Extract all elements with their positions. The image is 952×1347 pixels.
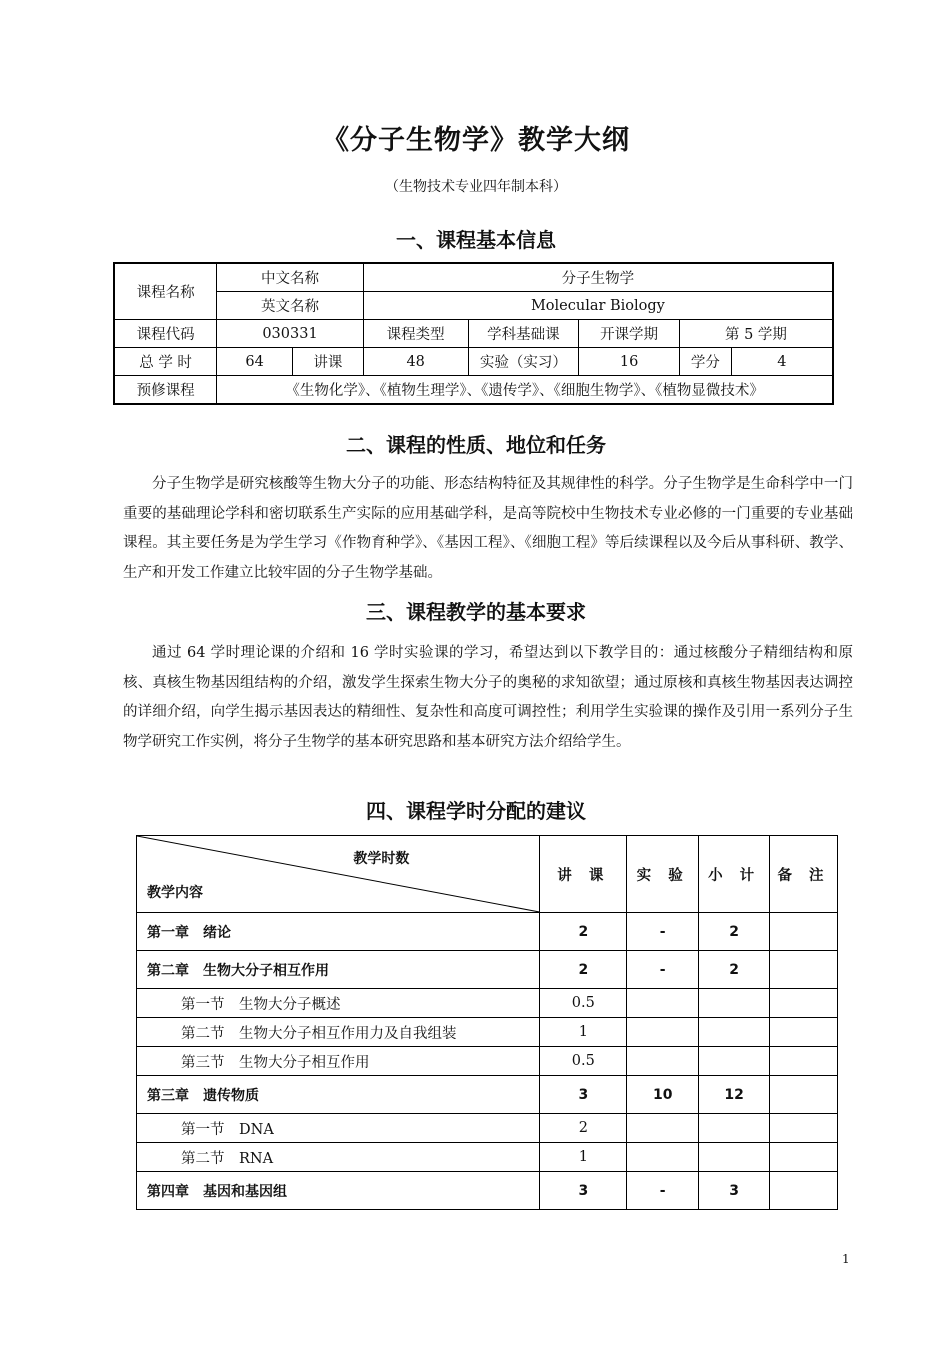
cn-name-value: 分子生物学 (363, 263, 833, 292)
row-subtotal (699, 1143, 770, 1172)
row-label: 第三节 生物大分子相互作用 (137, 1047, 540, 1076)
row-lecture: 0.5 (540, 1047, 627, 1076)
row-note (770, 913, 838, 951)
table-row (137, 913, 838, 951)
total-hours-label: 总 学 时 (114, 348, 217, 376)
course-info-table (113, 262, 834, 405)
row-note (770, 951, 838, 989)
row-note (770, 1114, 838, 1143)
row-subtotal (699, 1018, 770, 1047)
row-lecture: 3 (540, 1172, 627, 1210)
table-row (137, 1047, 838, 1076)
row-lecture: 2 (540, 951, 627, 989)
row-lab: - (627, 1172, 699, 1210)
credit-label: 学分 (679, 348, 731, 376)
row-label: 第一节 DNA (137, 1114, 540, 1143)
course-code-value: 030331 (217, 320, 364, 348)
row-note (770, 1018, 838, 1047)
row-lab: - (627, 951, 699, 989)
row-label: 第二章 生物大分子相互作用 (137, 951, 540, 989)
row-label: 第一节 生物大分子概述 (137, 989, 540, 1018)
row-label: 第二节 生物大分子相互作用力及自我组装 (137, 1018, 540, 1047)
row-subtotal (699, 989, 770, 1018)
requirements-paragraph: 通过 64 学时理论课的介绍和 16 学时实验课的学习，希望达到以下教学目的：通过核酸分子精细结构和原核、真核生物基因组结构的介绍，激发学生探索生物大分子的奥秘的求知欲望；通过原核和真核生物基因表达调控的详细介绍，向学生揭示基因表达的精细性、复杂性和高度可调控性；利用学生实验课的操作及引用一系列分子生物学研究工作实例，将分子生物学的基本研究思路和基本研究方法介绍给学生。 (123, 645, 853, 750)
col-note-header: 备 注 (770, 836, 838, 913)
row-label: 第一章 绪论 (137, 913, 540, 951)
col-lab-header: 实 验 (627, 836, 699, 913)
nature-paragraph: 分子生物学是研究核酸等生物大分子的功能、形态结构特征及其规律性的科学。分子生物学是生命科学中一门重要的基础理论学科和密切联系生产实际的应用基础学科，是高等院校中生物技术专业必修的一门重要的专业基础课程。其主要任务是为学生学习《作物育种学》、《基因工程》、《细胞工程》等后续课程以及今后从事科研、教学、生产和开发工作建立比较牢固的分子生物学基础。 (123, 476, 853, 581)
document-title: 《分子生物学》教学大纲 (322, 125, 630, 156)
row-lab: - (627, 913, 699, 951)
row-lab (627, 1018, 699, 1047)
lecture-value: 48 (363, 348, 468, 376)
row-lecture: 1 (540, 1018, 627, 1047)
row-lab (627, 989, 699, 1018)
row-label: 第二节 RNA (137, 1143, 540, 1172)
row-label: 第四章 基因和基因组 (137, 1172, 540, 1210)
row-lecture: 2 (540, 1114, 627, 1143)
credit-value: 4 (731, 348, 833, 376)
row-lecture: 1 (540, 1143, 627, 1172)
lab-value: 16 (579, 348, 680, 376)
term-value: 第 5 学期 (679, 320, 833, 348)
row-lecture: 0.5 (540, 989, 627, 1018)
en-name-value: Molecular Biology (363, 292, 833, 320)
section-heading-requirements: 三、课程教学的基本要求 (366, 600, 586, 624)
row-subtotal: 3 (699, 1172, 770, 1210)
prereq-value: 《生物化学》、《植物生理学》、《遗传学》、《细胞生物学》、《植物显微技术》 (217, 376, 833, 405)
row-lab: 10 (627, 1076, 699, 1114)
section-heading-allocation: 四、课程学时分配的建议 (366, 799, 586, 823)
diagonal-header-cell (137, 836, 540, 913)
row-note (770, 1047, 838, 1076)
course-type-value: 学科基础课 (468, 320, 579, 348)
section-heading-basic-info: 一、课程基本信息 (396, 228, 556, 252)
content-header-label: 教学内容 (147, 885, 203, 901)
hours-allocation-table (136, 835, 838, 1210)
row-subtotal: 2 (699, 913, 770, 951)
en-name-label: 英文名称 (217, 292, 364, 320)
col-lecture-header: 讲 课 (540, 836, 627, 913)
table-row (137, 989, 838, 1018)
lecture-label: 讲课 (293, 348, 364, 376)
row-lecture: 3 (540, 1076, 627, 1114)
row-subtotal (699, 1047, 770, 1076)
page-number: 1 (842, 1252, 850, 1266)
course-name-label: 课程名称 (114, 263, 217, 320)
row-lecture: 2 (540, 913, 627, 951)
row-note (770, 1076, 838, 1114)
table-row (137, 1143, 838, 1172)
table-row (137, 1018, 838, 1047)
cn-name-label: 中文名称 (217, 263, 364, 292)
row-subtotal: 12 (699, 1076, 770, 1114)
lab-label: 实验（实习） (468, 348, 579, 376)
section-heading-nature: 二、课程的性质、地位和任务 (346, 433, 606, 457)
hours-header-label: 教学时数 (353, 851, 410, 867)
table-row (137, 951, 838, 989)
row-lab (627, 1047, 699, 1076)
prereq-label: 预修课程 (114, 376, 217, 405)
row-subtotal: 2 (699, 951, 770, 989)
row-lab (627, 1143, 699, 1172)
row-subtotal (699, 1114, 770, 1143)
row-note (770, 1172, 838, 1210)
table-row (137, 1172, 838, 1210)
table-row (137, 1114, 838, 1143)
term-label: 开课学期 (579, 320, 680, 348)
row-label: 第三章 遗传物质 (137, 1076, 540, 1114)
course-code-label: 课程代码 (114, 320, 217, 348)
row-note (770, 1143, 838, 1172)
document-subtitle: （生物技术专业四年制本科） (385, 179, 567, 195)
table-row (137, 1076, 838, 1114)
col-subtotal-header: 小 计 (699, 836, 770, 913)
row-lab (627, 1114, 699, 1143)
row-note (770, 989, 838, 1018)
total-hours-value: 64 (217, 348, 293, 376)
course-type-label: 课程类型 (363, 320, 468, 348)
